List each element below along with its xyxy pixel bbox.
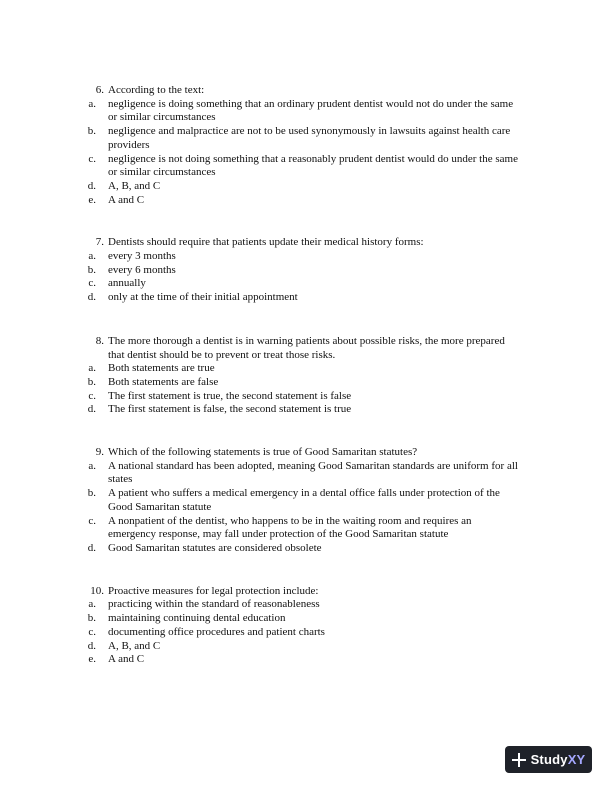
answer-option-c xyxy=(0,515,612,542)
option-letter: e. xyxy=(88,653,96,666)
option-text: documenting office procedures and patient charts xyxy=(108,625,325,638)
option-letter: d. xyxy=(87,291,96,304)
option-letter: d. xyxy=(87,179,96,192)
plus-sparkle-icon xyxy=(512,753,526,767)
option-text: A patient who suffers a medical emergency in a dental office falls under protection of the Good Samaritan statute xyxy=(108,487,500,513)
option-letter: a. xyxy=(88,598,96,611)
answer-option-d xyxy=(0,180,612,194)
option-text: A nonpatient of the dentist, who happens to be in the waiting room and requires an emergency response, may fall under protection of the Good Samaritan statute xyxy=(108,514,472,541)
question-number: 10. xyxy=(90,584,104,597)
option-letter: b. xyxy=(87,125,96,138)
option-text: negligence and malpractice are not to be used synonymously in lawsuits against health care providers xyxy=(108,125,511,151)
option-text: negligence is not doing something that a reasonably prudent dentist would do under the same or similar circumstances xyxy=(108,152,518,179)
answer-option-c xyxy=(0,153,612,180)
answer-option-b xyxy=(0,487,612,514)
question-stem xyxy=(0,446,612,460)
option-letter: b. xyxy=(87,263,96,276)
answer-option-b xyxy=(0,376,612,390)
question-text: Proactive measures for legal protection include: xyxy=(108,584,319,597)
question-7 xyxy=(0,236,612,305)
answer-option-c xyxy=(0,390,612,404)
answer-option-d xyxy=(0,291,612,305)
option-letter: e. xyxy=(88,193,96,206)
question-9 xyxy=(0,446,612,556)
question-stem xyxy=(0,335,612,362)
answer-option-b xyxy=(0,264,612,278)
question-stem xyxy=(0,236,612,250)
option-letter: c. xyxy=(88,152,96,165)
question-10 xyxy=(0,585,612,667)
option-text: The first statement is true, the second statement is false xyxy=(108,389,352,402)
option-text: A, B, and C xyxy=(108,639,161,652)
option-text: only at the time of their initial appointment xyxy=(108,291,298,304)
option-letter: a. xyxy=(88,459,96,472)
option-letter: d. xyxy=(87,639,96,652)
answer-option-b xyxy=(0,125,612,152)
question-text: Which of the following statements is true of Good Samaritan statutes? xyxy=(108,446,418,459)
answer-option-c xyxy=(0,626,612,640)
answer-option-a xyxy=(0,98,612,125)
option-text: A and C xyxy=(108,653,145,666)
option-letter: a. xyxy=(88,250,96,263)
option-text: annually xyxy=(108,277,146,290)
option-letter: c. xyxy=(88,277,96,290)
option-text: negligence is doing something that an ordinary prudent dentist would not do under the same or similar circumstances xyxy=(108,97,514,124)
answer-option-a xyxy=(0,460,612,487)
question-text: According to the text: xyxy=(108,84,205,96)
option-text: The first statement is false, the second statement is true xyxy=(108,403,352,416)
option-letter: a. xyxy=(88,97,96,110)
option-text: maintaining continuing dental education xyxy=(108,612,286,625)
answer-option-a xyxy=(0,598,612,612)
option-text: A, B, and C xyxy=(108,179,161,192)
answer-option-a xyxy=(0,250,612,264)
question-number: 7. xyxy=(95,236,104,249)
answer-option-a xyxy=(0,362,612,376)
question-number: 6. xyxy=(95,84,104,96)
option-text: practicing within the standard of reasonableness xyxy=(108,598,320,611)
answer-option-e xyxy=(0,653,612,667)
option-letter: b. xyxy=(87,375,96,388)
option-text: Both statements are true xyxy=(108,362,215,375)
option-text: Both statements are false xyxy=(108,375,219,388)
option-letter: d. xyxy=(87,403,96,416)
option-letter: a. xyxy=(88,362,96,375)
answer-option-d xyxy=(0,640,612,654)
answer-option-d xyxy=(0,542,612,556)
question-stem xyxy=(0,84,612,98)
question-stem xyxy=(0,585,612,599)
answer-option-b xyxy=(0,612,612,626)
question-number: 9. xyxy=(95,446,104,459)
question-6 xyxy=(0,84,612,207)
option-text: A national standard has been adopted, meaning Good Samaritan standards are uniform for all states xyxy=(108,459,518,486)
answer-option-c xyxy=(0,277,612,291)
option-letter: d. xyxy=(87,541,96,554)
question-text: The more thorough a dentist is in warning patients about possible risks, the more prepared that dentist should be to prevent or treat those risks. xyxy=(108,334,505,361)
option-letter: c. xyxy=(88,514,96,527)
answer-option-e xyxy=(0,194,612,208)
question-list xyxy=(0,84,612,667)
option-letter: c. xyxy=(88,625,96,638)
brand-name xyxy=(531,752,586,767)
option-text: A and C xyxy=(108,193,145,206)
option-letter: c. xyxy=(88,389,96,402)
option-text: Good Samaritan statutes are considered obsolete xyxy=(108,541,322,554)
option-letter: b. xyxy=(87,612,96,625)
option-text: every 6 months xyxy=(108,263,176,276)
brand-name-main: Study xyxy=(530,752,568,767)
option-text: every 3 months xyxy=(108,250,176,263)
option-letter: b. xyxy=(87,487,96,500)
brand-name-accent: XY xyxy=(567,752,586,767)
question-text: Dentists should require that patients update their medical history forms: xyxy=(108,236,424,249)
answer-option-d xyxy=(0,403,612,417)
studyxy-logo-badge[interactable] xyxy=(505,746,592,773)
question-8 xyxy=(0,335,612,417)
question-number: 8. xyxy=(95,334,104,347)
